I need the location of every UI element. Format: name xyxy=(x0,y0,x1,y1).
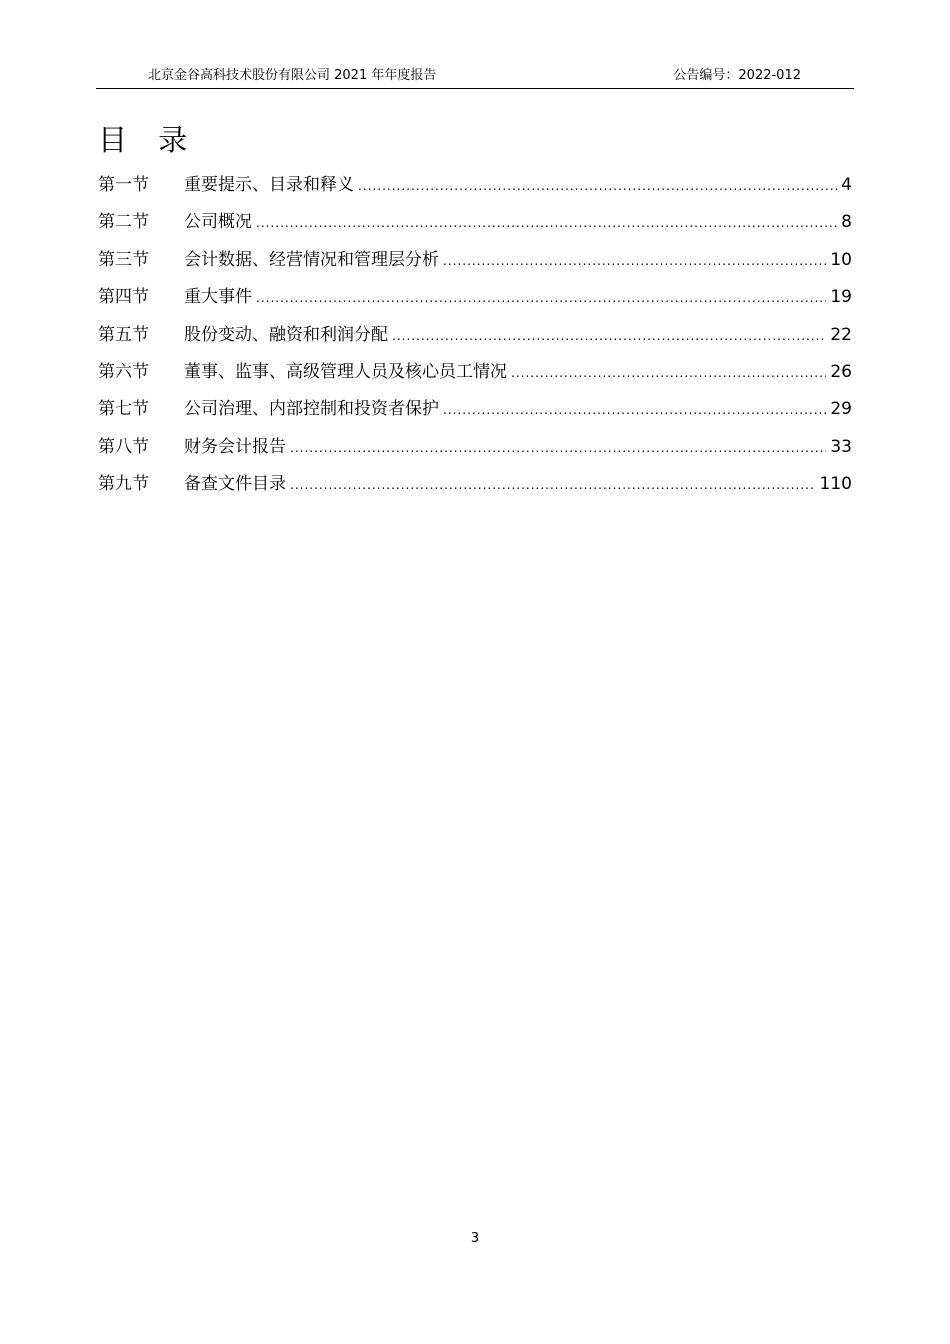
toc-section-label: 第三节 xyxy=(98,249,149,270)
toc-section-label: 第六节 xyxy=(98,361,149,382)
toc-page-number: 33 xyxy=(830,436,852,457)
toc-section-label: 第七节 xyxy=(98,399,149,420)
toc-entry-5[interactable] xyxy=(98,322,852,359)
toc-section-label: 第一节 xyxy=(98,175,149,195)
dot-leader xyxy=(358,173,837,199)
toc-section-label: 第九节 xyxy=(98,474,149,495)
dot-leader xyxy=(392,323,826,349)
toc-entry-6[interactable] xyxy=(98,359,852,396)
page-header xyxy=(96,66,854,89)
toc-section-label: 第五节 xyxy=(98,324,149,345)
toc-page-number: 110 xyxy=(819,474,852,495)
table-of-contents xyxy=(98,172,852,509)
toc-section-title: 重大事件 xyxy=(184,287,252,308)
toc-section-label: 第二节 xyxy=(98,212,149,233)
toc-page-number: 10 xyxy=(830,249,852,270)
toc-entry-9[interactable] xyxy=(98,471,852,508)
toc-section-title: 股份变动、融资和利润分配 xyxy=(184,324,388,345)
dot-leader xyxy=(443,397,826,423)
toc-title: 目 录 xyxy=(98,123,199,157)
toc-page-number: 8 xyxy=(841,212,852,233)
toc-section-title: 董事、监事、高级管理人员及核心员工情况 xyxy=(184,361,507,382)
toc-page-number: 22 xyxy=(830,324,852,345)
toc-entry-2[interactable] xyxy=(98,209,852,246)
toc-section-label: 第八节 xyxy=(98,436,149,457)
header-report-title: 北京金谷高科技术股份有限公司 2021 年年度报告 xyxy=(148,68,437,83)
toc-section-label: 第四节 xyxy=(98,287,149,308)
toc-section-title: 重要提示、目录和释义 xyxy=(184,175,354,195)
page-number: 3 xyxy=(470,1231,480,1246)
dot-leader xyxy=(256,285,826,311)
toc-section-title: 财务会计报告 xyxy=(184,436,286,457)
toc-section-title: 会计数据、经营情况和管理层分析 xyxy=(184,249,439,270)
dot-leader xyxy=(511,360,826,386)
toc-section-title: 备查文件目录 xyxy=(184,474,286,495)
toc-entry-4[interactable] xyxy=(98,284,852,321)
dot-leader xyxy=(290,472,816,498)
dot-leader xyxy=(256,210,837,236)
toc-page-number: 19 xyxy=(830,287,852,308)
toc-section-title: 公司概况 xyxy=(184,212,252,233)
header-announcement-number: 公告编号：2022-012 xyxy=(673,68,801,83)
dot-leader xyxy=(443,248,826,274)
toc-entry-8[interactable] xyxy=(98,434,852,471)
toc-entry-7[interactable] xyxy=(98,396,852,433)
toc-page-number: 4 xyxy=(841,175,852,195)
toc-entry-3[interactable] xyxy=(98,247,852,284)
toc-section-title: 公司治理、内部控制和投资者保护 xyxy=(184,399,439,420)
toc-page-number: 26 xyxy=(830,361,852,382)
dot-leader xyxy=(290,435,826,461)
toc-entry-1[interactable] xyxy=(98,172,852,209)
toc-page-number: 29 xyxy=(830,399,852,420)
